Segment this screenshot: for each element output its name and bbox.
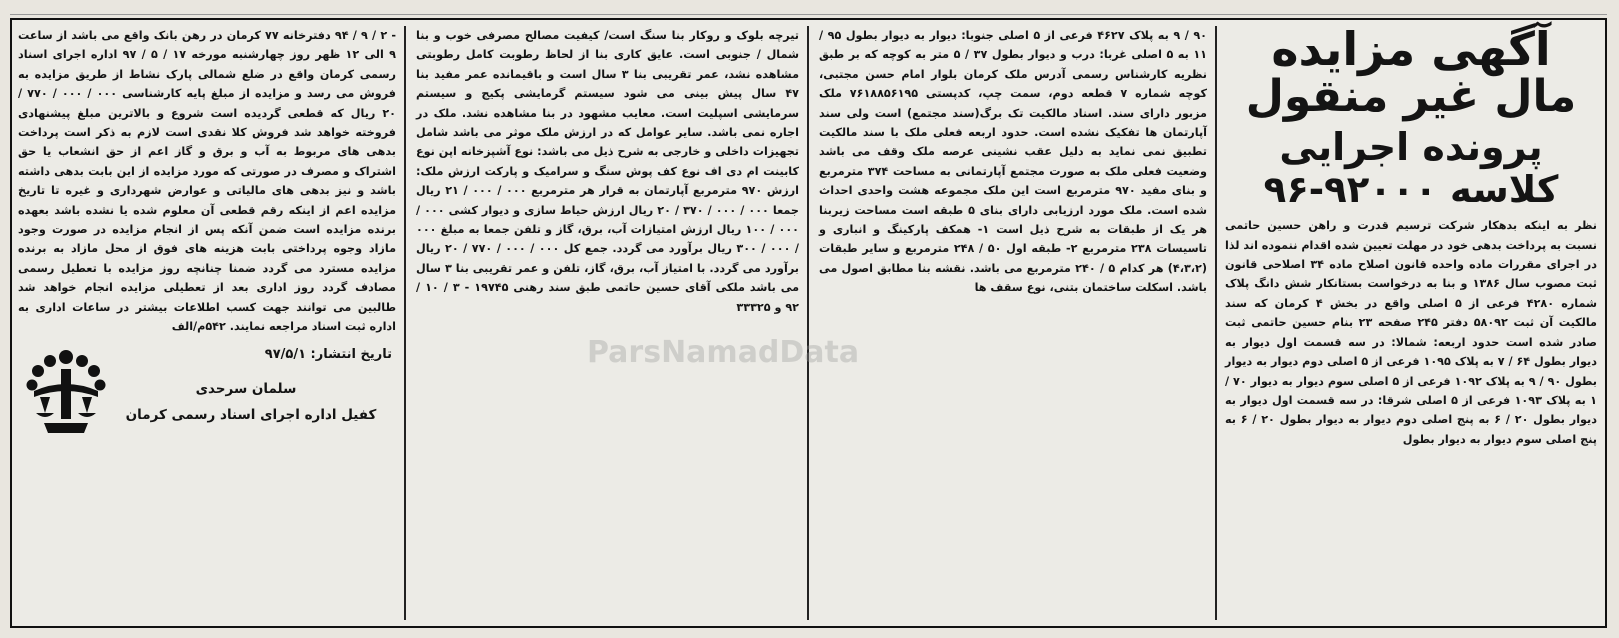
heading-case-number: کلاسه ۹۲۰۰۰-۹۶: [1263, 167, 1559, 211]
column-4: [18, 26, 396, 620]
signer-name: سلمان سرحدی: [195, 380, 297, 397]
signer-title: کفیل اداره اجرای اسناد رسمی کرمان: [125, 406, 377, 423]
heading-case-label: پرونده اجرایی: [1279, 124, 1543, 169]
column-1: [1225, 22, 1597, 620]
paragraph-col2: ۹۰ / ۹ به پلاک ۴۶۲۷ فرعی از ۵ اصلی جنوبا: دیوار به دیوار بطول ۹۵ / ۱۱ به ۵ اصلی غربا: درب و دیوار بطول ۳۷ / ۵ متر به کوچه که بر طبق نظریه کارشناس رسمی آدرس ملک کرمان بلوار امام حسن مجتبی، کوچه شماره ۷ قطعه دوم، سمت چپ، کدپستی ۷۶۱۸۸۵۶۱۹۵ ملک مزبور دارای سند. اسناد مالکیت تک برگ(سند مجتمع) است ولی سند آپارتمان ها تفکیک نشده است. حدود اربعه فعلی ملک با سند مالکیت تطبیق نمی نماید به دلیل عقب نشینی عرصه ملک وقف می باشد وضعیت فعلی ملک به صورت مجتمع آپارتمانی به مساحت ۳۷۴ مترمربع و بنای مفید ۹۷۰ مترمربع است این ملک مجموعه هشت واحدی احداث شده است. ملک مورد ارزیابی دارای بنای ۵ طبقه است مساحت زیربنا هر یک از طبقات به شرح ذیل است ۱- همکف پارکینگ و انباری و تاسیسات ۲۳۸ مترمربع ۲- طبقه اول ۵۰ / ۲۴۸ مترمربع و سایر طبقات (۴،۳،۲) هر کدام ۵ / ۲۴۰ مترمربع می باشد. نقشه بنا مطابق اصول می باشد. اسکلت ساختمان بتنی، نوع سقف ها: [819, 29, 1208, 295]
column-2: [819, 26, 1207, 620]
paragraph-col3: تیرچه بلوک و روکار بنا سنگ است/ کیفیت مصالح مصرفی خوب و بنا شمال / جنوبی است. عایق کاری بنا از لحاظ رطوبت کامل رطوبتی مشاهده نشد، عمر تقریبی بنا ۳ سال است و باقیمانده عمر مفید بنا ۴۷ سال پیش بینی می شود سیستم گرمایشی پکیج و سیستم سرمایشی اسپلیت است. معایب مشهود در بنا مشاهده نشد. ملک در اجاره نمی باشد. سایر عوامل که در ارزش ملک موثر می باشد شامل تجهیزات داخلی و خارجی به شرح ذیل می باشد: نوع آشپزخانه اپن نوع کابینت ام دی اف نوع کف پوش سنگ و سرامیک و پارکت ارزش ملک: ارزش ۹۷۰ مترمربع آپارتمان به قرار هر مترمربع ۰۰۰ / ۰۰۰ / ۲۱ ریال جمعا ۰۰۰ / ۰۰۰ / ۳۷۰ / ۲۰ ریال ارزش حیاط سازی و دیوار کشی ۰۰۰ / ۰۰۰ / ۱۰۰ ریال ارزش امتیازات آب، برق، گاز و تلفن جمعا به مبلغ ۰۰۰ / ۰۰۰ / ۳۰۰ ریال برآورد می گردد. جمع کل ۰۰۰ / ۰۰۰ / ۷۷۰ / ۲۰ ریال برآورد می گردد. با امتیاز آب، برق، گاز، تلفن و عمر تقریبی بنا ۳ سال می باشد ملکی آقای حسین حاتمی طبق سند رهنی ۱۹۷۴۵ - ۳ / ۱۰ / ۹۲ و ۳۳۳۲۵: [416, 29, 800, 314]
column-3: [416, 26, 799, 620]
registry-emblem-icon: [20, 347, 112, 439]
column-divider: [1215, 26, 1217, 620]
heading-subtitle: مال غیر منقول: [1245, 70, 1577, 122]
column-divider: [807, 26, 809, 620]
paragraph-col1: نظر به اینکه بدهکار شرکت ترسیم قدرت و راهن حسین حاتمی نسبت به پرداخت بدهی خود در مهلت تعیین شده اقدام ننموده اند لذا در اجرای مقررات ماده واحده قانون اصلاح ماده ۳۴ اصلاحی قانون ثبت مصوب سال ۱۳۸۶ و بنا به درخواست بستانکار شش دانگ پلاک شماره ۴۲۸۰ فرعی از ۵ اصلی واقع در بخش ۴ کرمان که سند مالکیت آن ثبت ۵۸۰۹۲ دفتر ۲۴۵ صفحه ۲۳ بنام حسین حاتمی ثبت صادر شده است حدود اربعه: شمالا: در سه قسمت اول دیوار به دیوار بطول ۶۴ / ۷ به پلاک ۱۰۹۵ فرعی از ۵ اصلی دوم دیوار به دیوار بطول ۹۰ / ۹ به پلاک ۱۰۹۲ فرعی از ۵ اصلی سوم دیوار به دیوار ۷۰ / ۱ به پلاک ۱۰۹۳ فرعی از ۵ اصلی شرقا: در سه قسمت اول دیوار به دیوار بطول ۲۰ / ۶ به پنج اصلی دوم دیوار به دیوار بطول ۲۰ / ۶ به پنج اصلی سوم دیوار به دیوار بطول: [1225, 219, 1597, 446]
publication-date: تاریخ انتشار: ۹۷/۵/۱: [264, 346, 392, 362]
watermark-text: ParsNamadData: [587, 335, 860, 370]
page-top-edge: [10, 0, 1607, 15]
paragraph-col4: - ۲ / ۹ / ۹۴ دفترخانه ۷۷ کرمان در رهن بانک واقع می باشد از ساعت ۹ الی ۱۲ ظهر روز چهارشنبه مورخه ۱۷ / ۵ / ۹۷ اداره اجرای اسناد رسمی کرمان واقع در ضلع شمالی پارک نشاط از طریق مزایده به فروش می رسد و مزایده از مبلغ پایه کارشناسی ۰۰۰ / ۰۰۰ / ۷۷۰ / ۲۰ ریال که قطعی گردیده است شروع و بالاترین مبلغ پیشنهادی فروخته خواهد شد فروش کلا نقدی است لازم به ذکر است پرداخت بدهی های مربوط به آب و برق و گاز اعم از حق انشعاب یا حق اشتراک و مصرف در صورتی که مورد مزایده از این بابت بدهی داشته باشد و نیز بدهی های مالیاتی و عوارض شهرداری و غیره تا تاریخ مزایده اعم از اینکه رقم قطعی آن معلوم شده یا نشده باشد بعهده برنده مزایده است ضمن آنکه پس از انجام مزایده در صورت وجود مازاد وجوه پرداختی بابت هزینه های فوق از محل مازاد به برنده مزایده مسترد می گردد ضمنا چنانچه روز مزایده با تعطیل رسمی مصادف گردد روز اداری بعد از تعطیلی مزایده انجام خواهد شد طالبین می توانند جهت کسب اطلاعات بیشتر در ساعات اداری به اداره ثبت اسناد مراجعه نمایند. ۵۴۲م/الف: [18, 29, 396, 334]
column-divider: [404, 26, 406, 620]
heading-title: آگهی مزایده: [1271, 22, 1551, 76]
auction-notice: [10, 18, 1607, 628]
notice-heading: [1225, 22, 1597, 211]
